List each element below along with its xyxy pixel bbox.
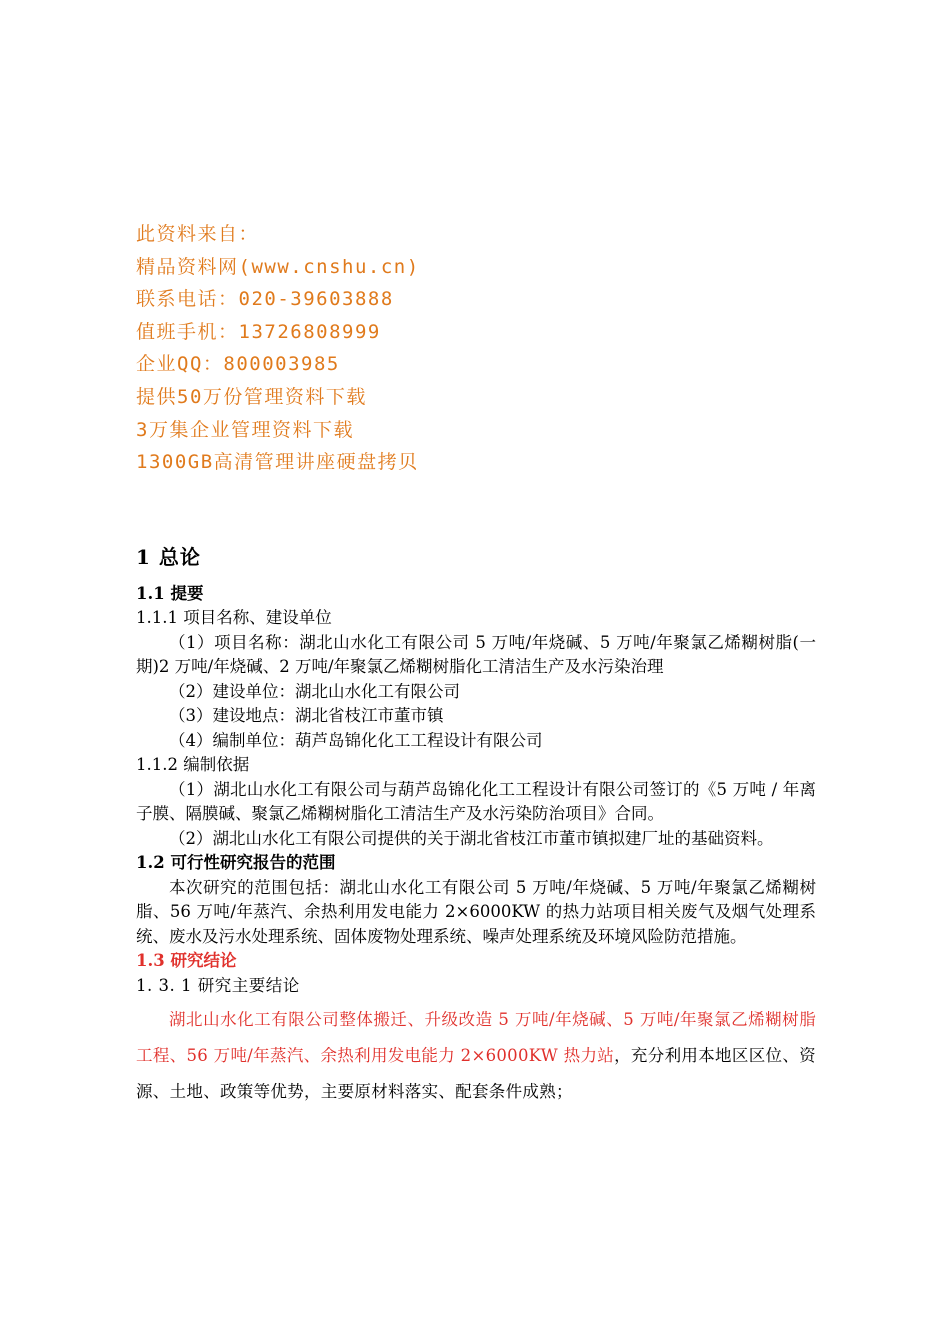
subsection-heading: 1.1.2 编制依据	[136, 755, 250, 774]
paragraph: （2）湖北山水化工有限公司提供的关于湖北省枝江市董市镇拟建厂址的基础资料。	[169, 828, 774, 848]
promo-line: 精品资料网(www.cnshu.cn)	[136, 255, 420, 278]
paragraph: （2）建设单位：湖北山水化工有限公司	[169, 681, 460, 701]
section-heading: 1.1 提要	[136, 583, 204, 603]
conclusion-paragraph	[136, 1002, 816, 1110]
chapter-title: 1 总论	[136, 545, 201, 569]
promo-line: 提供50万份管理资料下载	[136, 385, 367, 408]
document-body	[136, 545, 816, 1110]
paragraph: （3）建设地点：湖北省枝江市董市镇	[169, 706, 444, 725]
promo-line: 3万集企业管理资料下载	[136, 418, 354, 441]
paragraph: （4）编制单位：葫芦岛锦化化工工程设计有限公司	[169, 730, 543, 750]
paragraph: （1）项目名称：湖北山水化工有限公司 5 万吨/年烧碱、5 万吨/年聚氯乙烯糊树脂(一期)2 万吨/年烧碱、2 万吨/年聚氯乙烯糊树脂化工清洁生产及水污染治理	[136, 632, 816, 676]
paragraph-text: ，充分利用本地区区位、资源、土地、政策等优势，主要原材料落实、配套条件成熟；	[136, 1046, 816, 1101]
paragraph: 本次研究的范围包括：湖北山水化工有限公司 5 万吨/年烧碱、5 万吨/年聚氯乙烯糊树脂、56 万吨/年蒸汽、余热利用发电能力 2×6000KW 的热力站项目相关废气及烟气处理系统、废水及污水处理系统、固体废物处理系统、噪声处理系统及环境风险防范措施。	[136, 877, 816, 946]
paragraph: （1）湖北山水化工有限公司与葫芦岛锦化化工工程设计有限公司签订的《5 万吨 / 年离子膜、隔膜碱、聚氯乙烯糊树脂化工清洁生产及水污染防治项目》合同。	[136, 779, 816, 823]
promo-line: 联系电话：020-39603888	[136, 288, 394, 311]
promo-line: 值班手机：13726808999	[136, 320, 381, 343]
subsection-heading: 1.1.1 项目名称、建设单位	[136, 608, 332, 627]
promo-line: 1300GB高清管理讲座硬盘拷贝	[136, 451, 419, 474]
promo-block	[136, 218, 836, 479]
promo-line: 此资料来自：	[136, 223, 260, 245]
promo-line: 企业QQ：800003985	[136, 353, 340, 376]
subsection-heading: 1. 3. 1 研究主要结论	[136, 975, 300, 995]
section-heading: 1.2 可行性研究报告的范围	[136, 853, 336, 872]
highlighted-text: 湖北山水化工有限公司整体搬迁、升级改造 5 万吨/年烧碱、5 万吨/年聚氯乙烯糊树脂工程、56 万吨/年蒸汽、余热利用发电能力 2×6000KW 热力站	[136, 1010, 816, 1065]
section-heading-highlighted: 1.3 研究结论	[136, 951, 237, 970]
